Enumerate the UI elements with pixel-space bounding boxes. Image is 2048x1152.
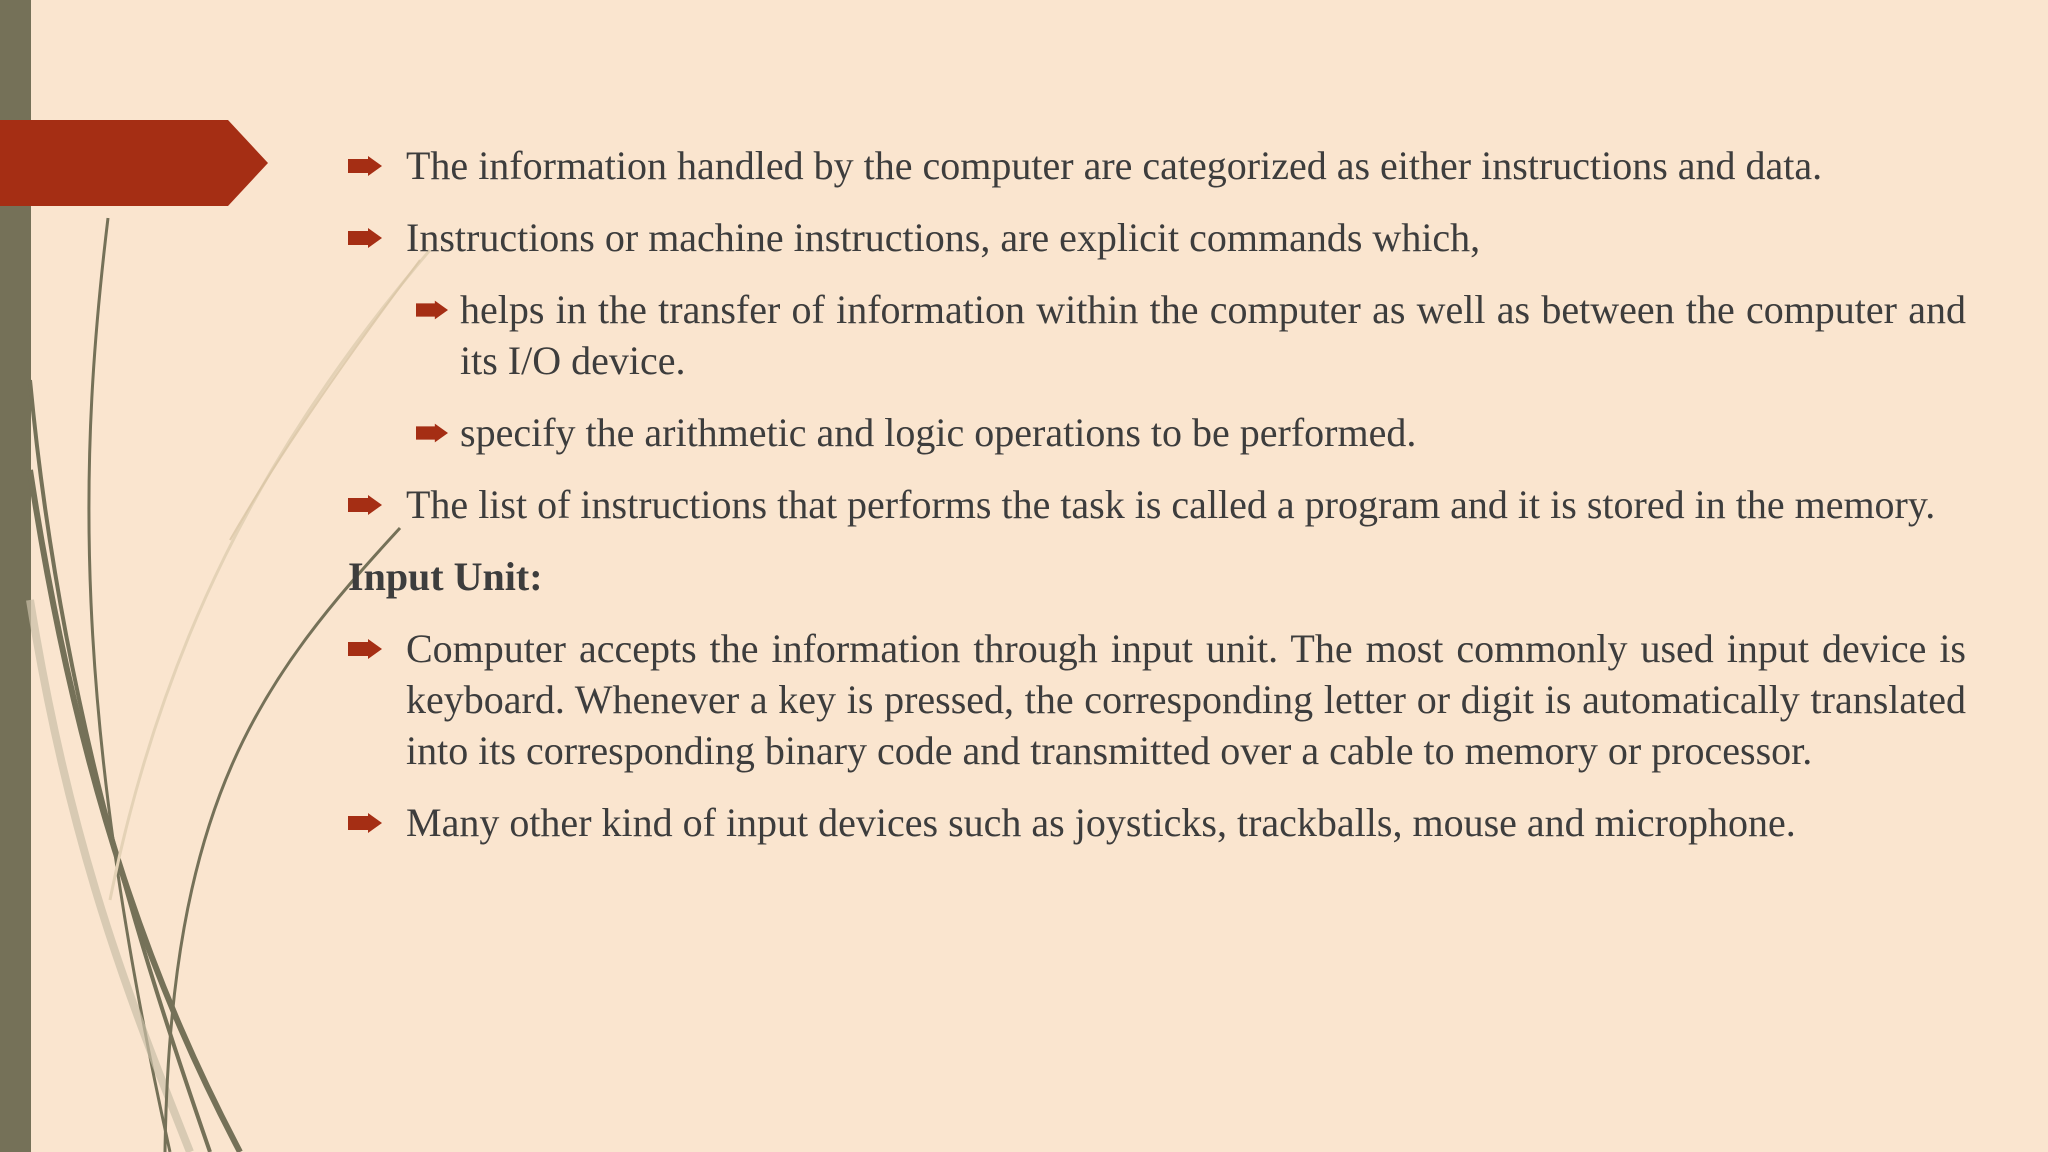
arrow-bullet-icon <box>348 495 382 515</box>
title-banner-arrow <box>0 120 270 206</box>
bullet-text: The information handled by the computer are categorized as either instructions and data. <box>406 143 1823 188</box>
sub-bullet-item <box>416 284 1966 386</box>
bullet-item <box>348 479 1966 530</box>
section-heading: Input Unit: <box>348 554 543 599</box>
sub-bullet-text: helps in the transfer of information within the computer as well as between the computer and its I/O device. <box>460 287 1966 383</box>
arrow-bullet-icon <box>416 423 448 443</box>
bullet-item <box>348 623 1966 776</box>
sub-bullet-text: specify the arithmetic and logic operations to be performed. <box>460 410 1417 455</box>
bullet-item <box>348 140 1966 191</box>
arrow-bullet-icon <box>348 228 382 248</box>
arrow-bullet-icon <box>348 813 382 833</box>
bullet-text: Many other kind of input devices such as joysticks, trackballs, mouse and microphone. <box>406 800 1796 845</box>
bullet-text: The list of instructions that performs the task is called a program and it is stored in the memory. <box>406 482 1936 527</box>
slide-content <box>348 140 1966 869</box>
arrow-bullet-icon <box>348 639 382 659</box>
bullet-text: Instructions or machine instructions, are explicit commands which, <box>406 215 1481 260</box>
bullet-text: Computer accepts the information through input unit. The most commonly used input device is keyboard. Whenever a key is pressed, the corresponding letter or digit is automatically translated into its corresponding binary code and transmitted over a cable to memory or processor. <box>406 626 1966 773</box>
arrow-bullet-icon <box>348 156 382 176</box>
bullet-item <box>348 212 1966 263</box>
arrow-bullet-icon <box>416 300 448 320</box>
bullet-item <box>348 797 1966 848</box>
sub-bullet-item <box>416 407 1966 458</box>
